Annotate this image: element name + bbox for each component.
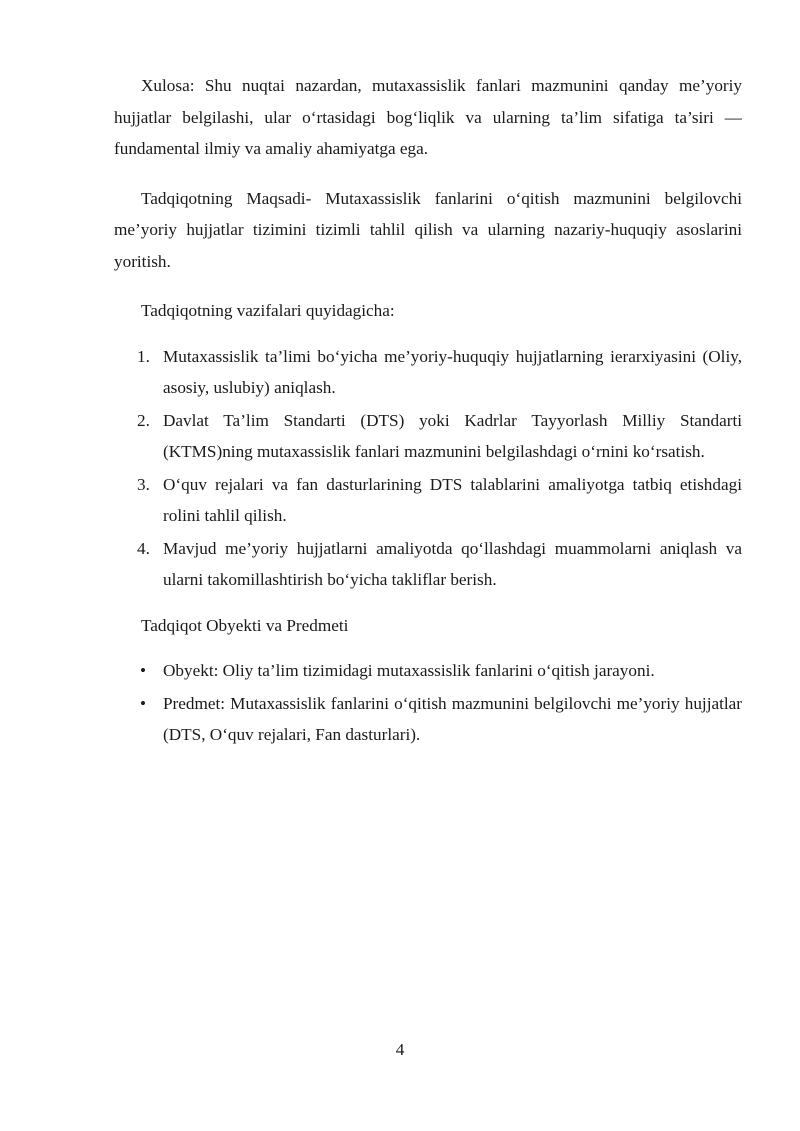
bullet-icon: • [140,661,147,680]
bullet-icon: • [140,693,147,713]
object-list [114,655,742,751]
list-number: 3. [137,474,150,494]
object-heading: Tadqiqot Obyekti va Predmeti [141,615,349,635]
page-number: 4 [395,1040,405,1059]
list-item-text: Obyekt: Oliy ta’lim tizimidagi mutaxassislik fanlarini o‘qitish jarayoni. [163,661,655,680]
conclusion-paragraph: Xulosa: Shu nuqtai nazardan, mutaxassislik fanlari mazmunini qanday me’yoriy hujjatlar belgilashi, ular o‘rtasidagi bog‘liqlik va ularning ta’lim sifatiga ta’siri — fundamental ilmiy va amaliy ahamiyatga ega. [114,76,742,158]
list-number: 2. [137,410,150,430]
list-item-text: Davlat Ta’lim Standarti (DTS) yoki Kadrlar Tayyorlash Milliy Standarti (KTMS)ning mutaxassislik fanlari mazmunini belgilashdagi o‘rnini ko‘rsatish. [163,410,742,461]
tasks-list [114,341,742,596]
goal-paragraph: Tadqiqotning Maqsadi- Mutaxassislik fanlarini o‘qitish mazmunini belgilovchi me’yoriy hujjatlar tizimini tizimli tahlil qilish va ularning nazariy-huquqiy asoslarini yoritish. [114,188,742,271]
list-number: 1. [137,346,150,366]
list-item [114,655,742,687]
list-item [114,688,742,751]
document-page [114,70,742,752]
list-item-text: Mutaxassislik ta’limi bo‘yicha me’yoriy-huquqiy hujjatlarning ierarxiyasini (Oliy, asosiy, uslubiy) aniqlash. [163,346,742,397]
list-item [114,469,742,532]
list-item-text: Mavjud me’yoriy hujjatlarni amaliyotda qo‘llashdagi muammolarni aniqlash va ularni takomillashtirish bo‘yicha takliflar berish. [163,538,742,589]
list-number: 4. [137,538,150,558]
list-item [114,341,742,404]
tasks-heading: Tadqiqotning vazifalari quyidagicha: [141,301,395,320]
list-item [114,405,742,468]
list-item-text: Predmet: Mutaxassislik fanlarini o‘qitish mazmunini belgilovchi me’yoriy hujjatlar (DTS, O‘quv rejalari, Fan dasturlari). [163,693,742,744]
list-item [114,533,742,596]
list-item-text: O‘quv rejalari va fan dasturlarining DTS talablarini amaliyotga tatbiq etishdagi rolini tahlil qilish. [163,474,742,525]
